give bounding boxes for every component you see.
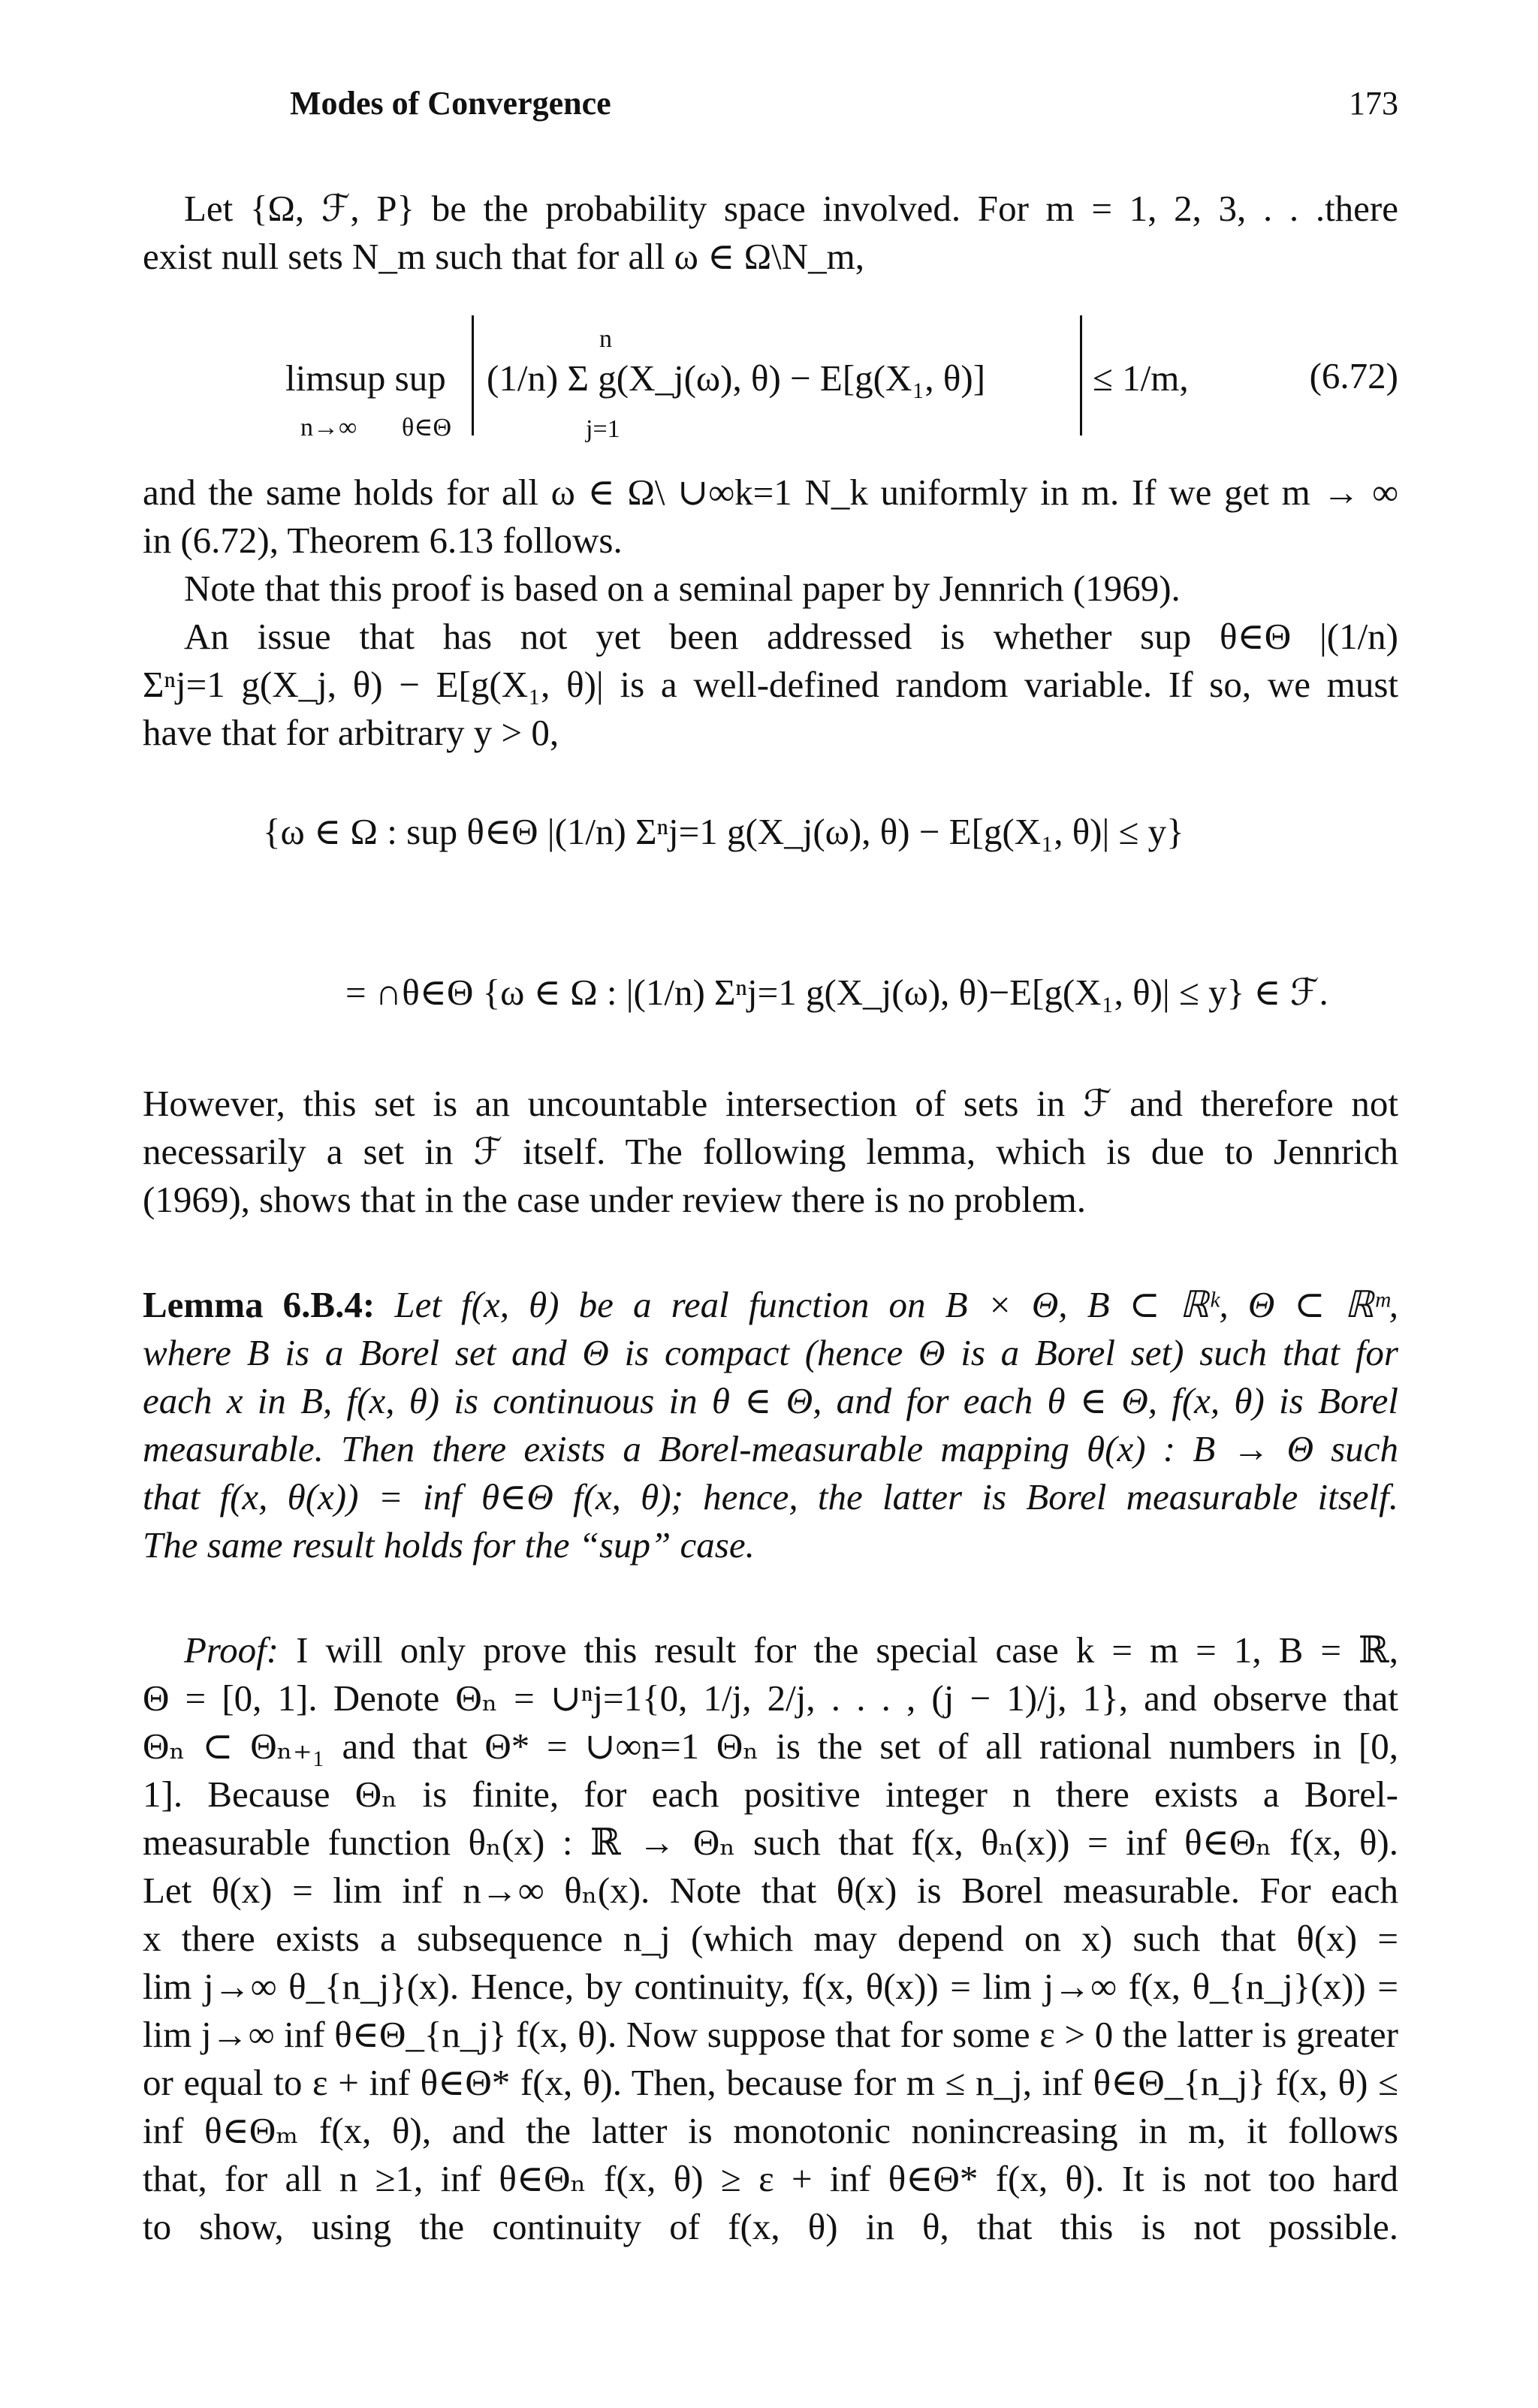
lemma-heading: Lemma 6.B.4:	[143, 1284, 375, 1325]
proof-heading: Proof:	[184, 1629, 279, 1671]
text-line: and the same holds for all ω ∈ Ω\ ∪∞k=1 N_k uniformly in m. If we get m → ∞	[143, 472, 1398, 513]
lemma-line	[143, 1281, 1398, 1329]
paragraph-jennrich-note	[143, 565, 1398, 613]
proof-line: or equal to ε + inf θ∈Θ* f(x, θ). Then, because for m ≤ n_j, inf θ∈Θ_{n_j} f(x, θ) ≤	[143, 2062, 1398, 2103]
text-line: Let {Ω, ℱ, P} be the probability space involved. For m = 1, 2, 3, . . .there	[184, 188, 1398, 229]
equation-rhs: ≤ 1/m,	[1093, 357, 1189, 399]
set-equation-1	[263, 808, 1184, 856]
paragraph-intro	[143, 185, 1398, 281]
lemma-line: The same result holds for the “sup” case.	[143, 1524, 755, 1566]
proof-text: I will only prove this result for the special case k = m = 1, B = ℝ,	[296, 1629, 1398, 1671]
lemma-line: that f(x, θ(x)) = inf θ∈Θ f(x, θ); hence, the latter is Borel measurable itself.	[143, 1476, 1398, 1517]
set-equation-2	[345, 969, 1328, 1017]
set-expression-2: = ∩θ∈Θ {ω ∈ Ω : |(1/n) Σⁿj=1 g(X_j(ω), θ)−E[g(X₁, θ)| ≤ y} ∈ ℱ.	[345, 972, 1328, 1013]
proof-line: Θₙ ⊂ Θₙ₊₁ and that Θ* = ∪∞n=1 Θₙ is the set of all rational numbers in [0,	[143, 1725, 1398, 1767]
running-title: Modes of Convergence	[290, 85, 611, 122]
text-line: (1969), shows that in the case under review there is no problem.	[143, 1179, 1086, 1220]
paragraph-issue	[143, 613, 1398, 757]
text-line: necessarily a set in ℱ itself. The following lemma, which is due to Jennrich	[143, 1131, 1398, 1172]
paragraph-uncountable	[143, 1080, 1398, 1224]
proof-line: 1]. Because Θₙ is finite, for each positive integer n there exists a Borel-	[143, 1774, 1398, 1815]
page-header	[290, 84, 1398, 137]
equation-limsup-sup: limsup sup	[285, 357, 446, 399]
proof-line: lim j→∞ inf θ∈Θ_{n_j} f(x, θ). Now suppose that for some ε > 0 the latter is greater	[143, 2014, 1398, 2055]
text-line: in (6.72), Theorem 6.13 follows.	[143, 520, 623, 561]
text-line: Σⁿj=1 g(X_j, θ) − E[g(X₁, θ)| is a well-defined random variable. If so, we must	[143, 664, 1398, 705]
text-line: An issue that has not yet been addressed is whether sup θ∈Θ |(1/n)	[184, 616, 1398, 657]
text-line: Note that this proof is based on a seminal paper by Jennrich (1969).	[184, 568, 1181, 609]
proof-line: inf θ∈Θₘ f(x, θ), and the latter is monotonic nonincreasing in m, it follows	[143, 2110, 1398, 2151]
equation-number: (6.72)	[1309, 355, 1398, 396]
proof-line: Let θ(x) = lim inf n→∞ θₙ(x). Note that θ(x) is Borel measurable. For each	[143, 1870, 1398, 1911]
text-line: However, this set is an uncountable intersection of sets in ℱ and therefore not	[143, 1083, 1398, 1124]
lemma-6-b-4	[143, 1281, 1398, 1569]
proof-line	[143, 1626, 1398, 1674]
abs-bar-left	[472, 315, 474, 435]
lemma-line: measurable. Then there exists a Borel-measurable mapping θ(x) : B → Θ such	[143, 1428, 1398, 1469]
equation-subscript-n: n→∞	[300, 414, 357, 442]
proof	[143, 1626, 1398, 2251]
lemma-line: where B is a Borel set and Θ is compact (hence Θ is a Borel set) such that for	[143, 1332, 1398, 1373]
set-expression-1: {ω ∈ Ω : sup θ∈Θ |(1/n) Σⁿj=1 g(X_j(ω), θ) − E[g(X₁, θ)| ≤ y}	[263, 811, 1184, 852]
proof-line: Θ = [0, 1]. Denote Θₙ = ∪ⁿj=1{0, 1/j, 2/j, . . . , (j − 1)/j, 1}, and observe that	[143, 1677, 1398, 1719]
sum-lower-limit: j=1	[586, 415, 620, 443]
equation-subscript-theta: θ∈Θ	[402, 414, 452, 442]
equation-body: (1/n) Σ g(X_j(ω), θ) − E[g(X₁, θ)]	[487, 357, 986, 399]
sum-upper-limit: n	[599, 325, 612, 353]
lemma-text: Let f(x, θ) be a real function on B × Θ, B ⊂ ℝᵏ, Θ ⊂ ℝᵐ,	[394, 1284, 1398, 1325]
proof-line: to show, using the continuity of f(x, θ) in θ, that this is not possible.	[143, 2206, 1398, 2247]
paragraph-uniform	[143, 469, 1398, 565]
abs-bar-right	[1080, 315, 1082, 435]
proof-line: that, for all n ≥1, inf θ∈Θₙ f(x, θ) ≥ ε + inf θ∈Θ* f(x, θ). It is not too hard	[143, 2158, 1398, 2199]
text-line: exist null sets N_m such that for all ω ∈ Ω\N_m,	[143, 236, 864, 277]
proof-line: lim j→∞ θ_{n_j}(x). Hence, by continuity, f(x, θ(x)) = lim j→∞ f(x, θ_{n_j}(x)) =	[143, 1966, 1398, 2007]
proof-line: x there exists a subsequence n_j (which may depend on x) such that θ(x) =	[143, 1918, 1398, 1959]
page-number: 173	[1349, 85, 1398, 122]
lemma-line: each x in B, f(x, θ) is continuous in θ ∈ Θ, and for each θ ∈ Θ, f(x, θ) is Borel	[143, 1380, 1398, 1421]
proof-line: measurable function θₙ(x) : ℝ → Θₙ such that f(x, θₙ(x)) = inf θ∈Θₙ f(x, θ).	[143, 1822, 1398, 1863]
text-line: have that for arbitrary y > 0,	[143, 712, 559, 753]
